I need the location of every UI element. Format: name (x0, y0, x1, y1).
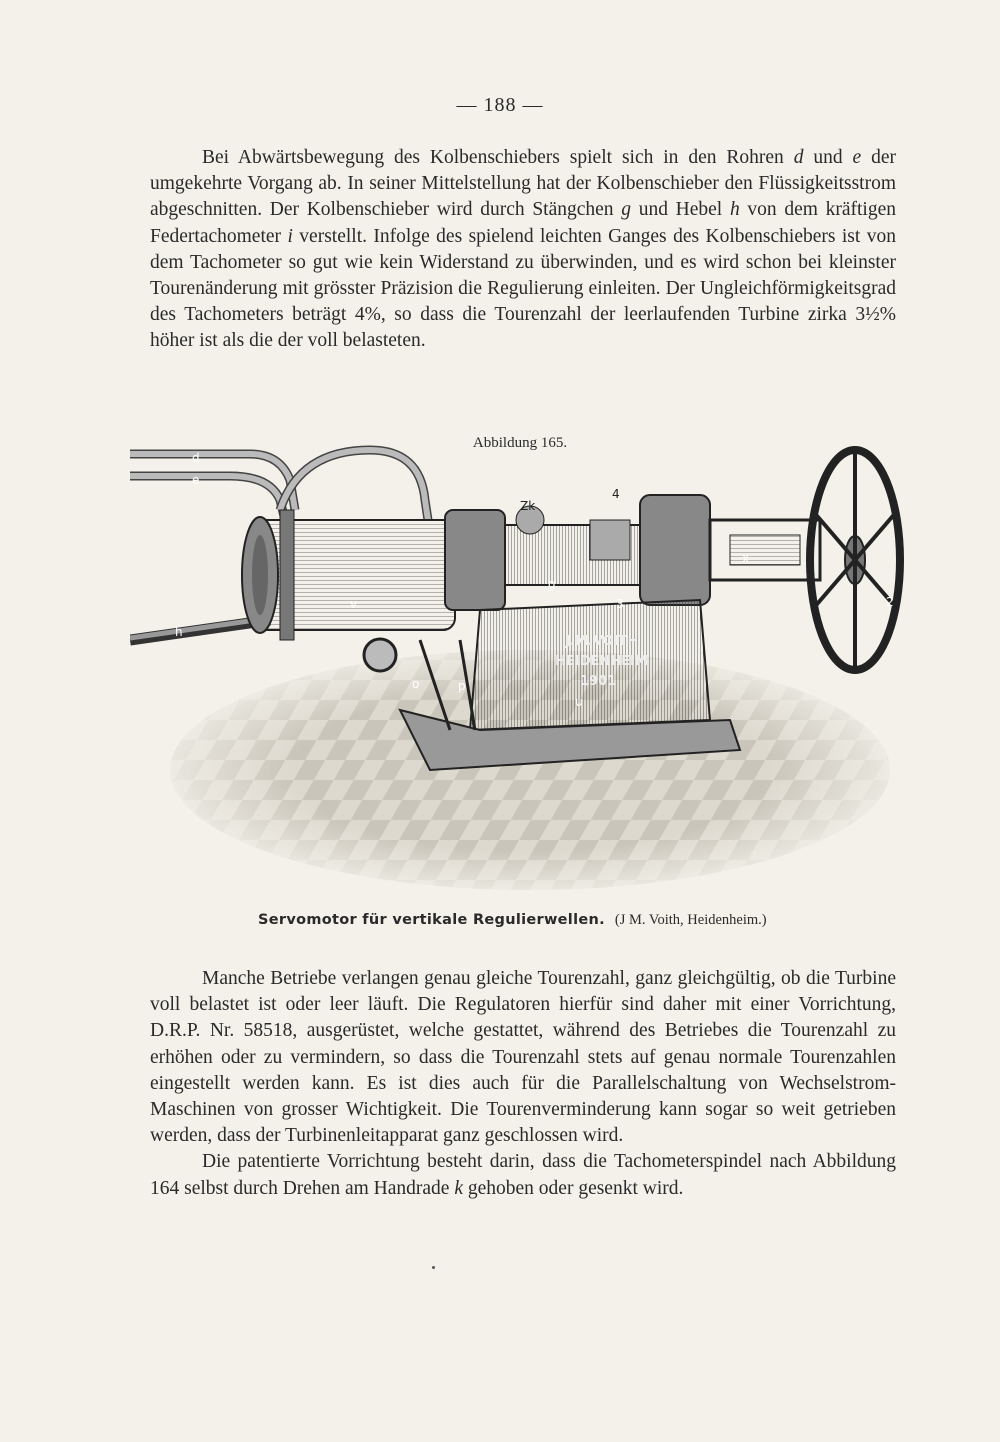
figure-label: Abbildung 165. (472, 435, 568, 451)
nameplate-line-3: 1901 (580, 674, 617, 689)
nameplate-line-1: J.M.VOITH (565, 634, 639, 649)
label-x: x (742, 551, 750, 565)
nameplate-line-2: HEIDENHEIM (555, 654, 648, 669)
caption-source: (J M. Voith, Heidenheim.) (614, 912, 767, 928)
figure-caption (258, 911, 858, 929)
label-u: u (575, 695, 583, 709)
stray-mark (432, 1266, 435, 1269)
label-v: v (350, 597, 358, 611)
caption-title: Servomotor für vertikale Regulierwellen. (258, 912, 605, 928)
label-e: e (192, 473, 200, 487)
paragraph-2: Manche Betriebe verlangen genau gleiche Tourenzahl, ganz gleichgültig, ob die Turbine voll belastet ist oder leer läuft. Die Regulatoren hierfür sind daher mit einer Vorrichtung, D.R.P. Nr. 58518, ausgerüstet, welche gestattet, während des Betriebes die Tourenzahl zu erhöhen oder zu vermindern, so dass die Tourenzahl stets auf genau normale Tourenzahlen eingestellt werden kann. Es ist dies auch für die Parallelschaltung von Wechselstrom-Maschinen von grosser Wichtigkeit. Die Tourenverminderung kann sogar so weit getrieben werden, dass der Turbinenleitapparat ganz geschlossen wird. Die patentierte Vorrichtung besteht darin, dass die Tachometerspindel nach Abbildung 164 selbst durch Drehen am Handrade k gehoben oder gesenkt wird. (150, 966, 896, 1202)
page-number: — 188 — (456, 94, 544, 116)
label-d: d (192, 451, 200, 465)
label-4: 4 (612, 487, 620, 501)
paragraph-1: Bei Abwärtsbewegung des Kolbenschiebers spielt sich in den Rohren d und e der umgekehrte Vorgang ab. In seiner Mittelstellung hat der Kolbenschieber den Flüssigkeitsstrom abgeschnitten. Der Kolbenschieber wird durch Stängchen g und Hebel h von dem kräftigen Federtachometer i verstellt. Infolge des spielend leichten Ganges des Kolbenschiebers ist von dem Tachometer so gut wie kein Widerstand zu überwinden, und es wird schon bei kleinster Tourenänderung mit grösster Präzision die Regulierung einleiten. Der Ungleichförmigkeitsgrad des Tachometers beträgt 4%, so dass die Tourenzahl der leerlaufenden Turbine zirka 3½% höher ist als die der voll belasteten. (150, 147, 896, 352)
label-g: g (548, 577, 556, 591)
servomotor-engraving (130, 440, 910, 890)
label-2: 2 (886, 595, 894, 609)
label-h: h (175, 625, 183, 639)
label-p: p (458, 679, 466, 693)
label-o: o (412, 677, 420, 691)
paragraph-3: Die patentierte Vorrichtung besteht darin, dass die Tachometerspindel nach Abbildung 164 selbst durch Drehen am Handrade k gehoben oder gesenkt wird. (150, 1151, 896, 1199)
cylinder (242, 510, 455, 640)
handwheel-icon (810, 450, 900, 670)
label-zk: Zk (520, 499, 536, 513)
center-frame (445, 495, 820, 610)
label-3: 3 (616, 597, 624, 611)
